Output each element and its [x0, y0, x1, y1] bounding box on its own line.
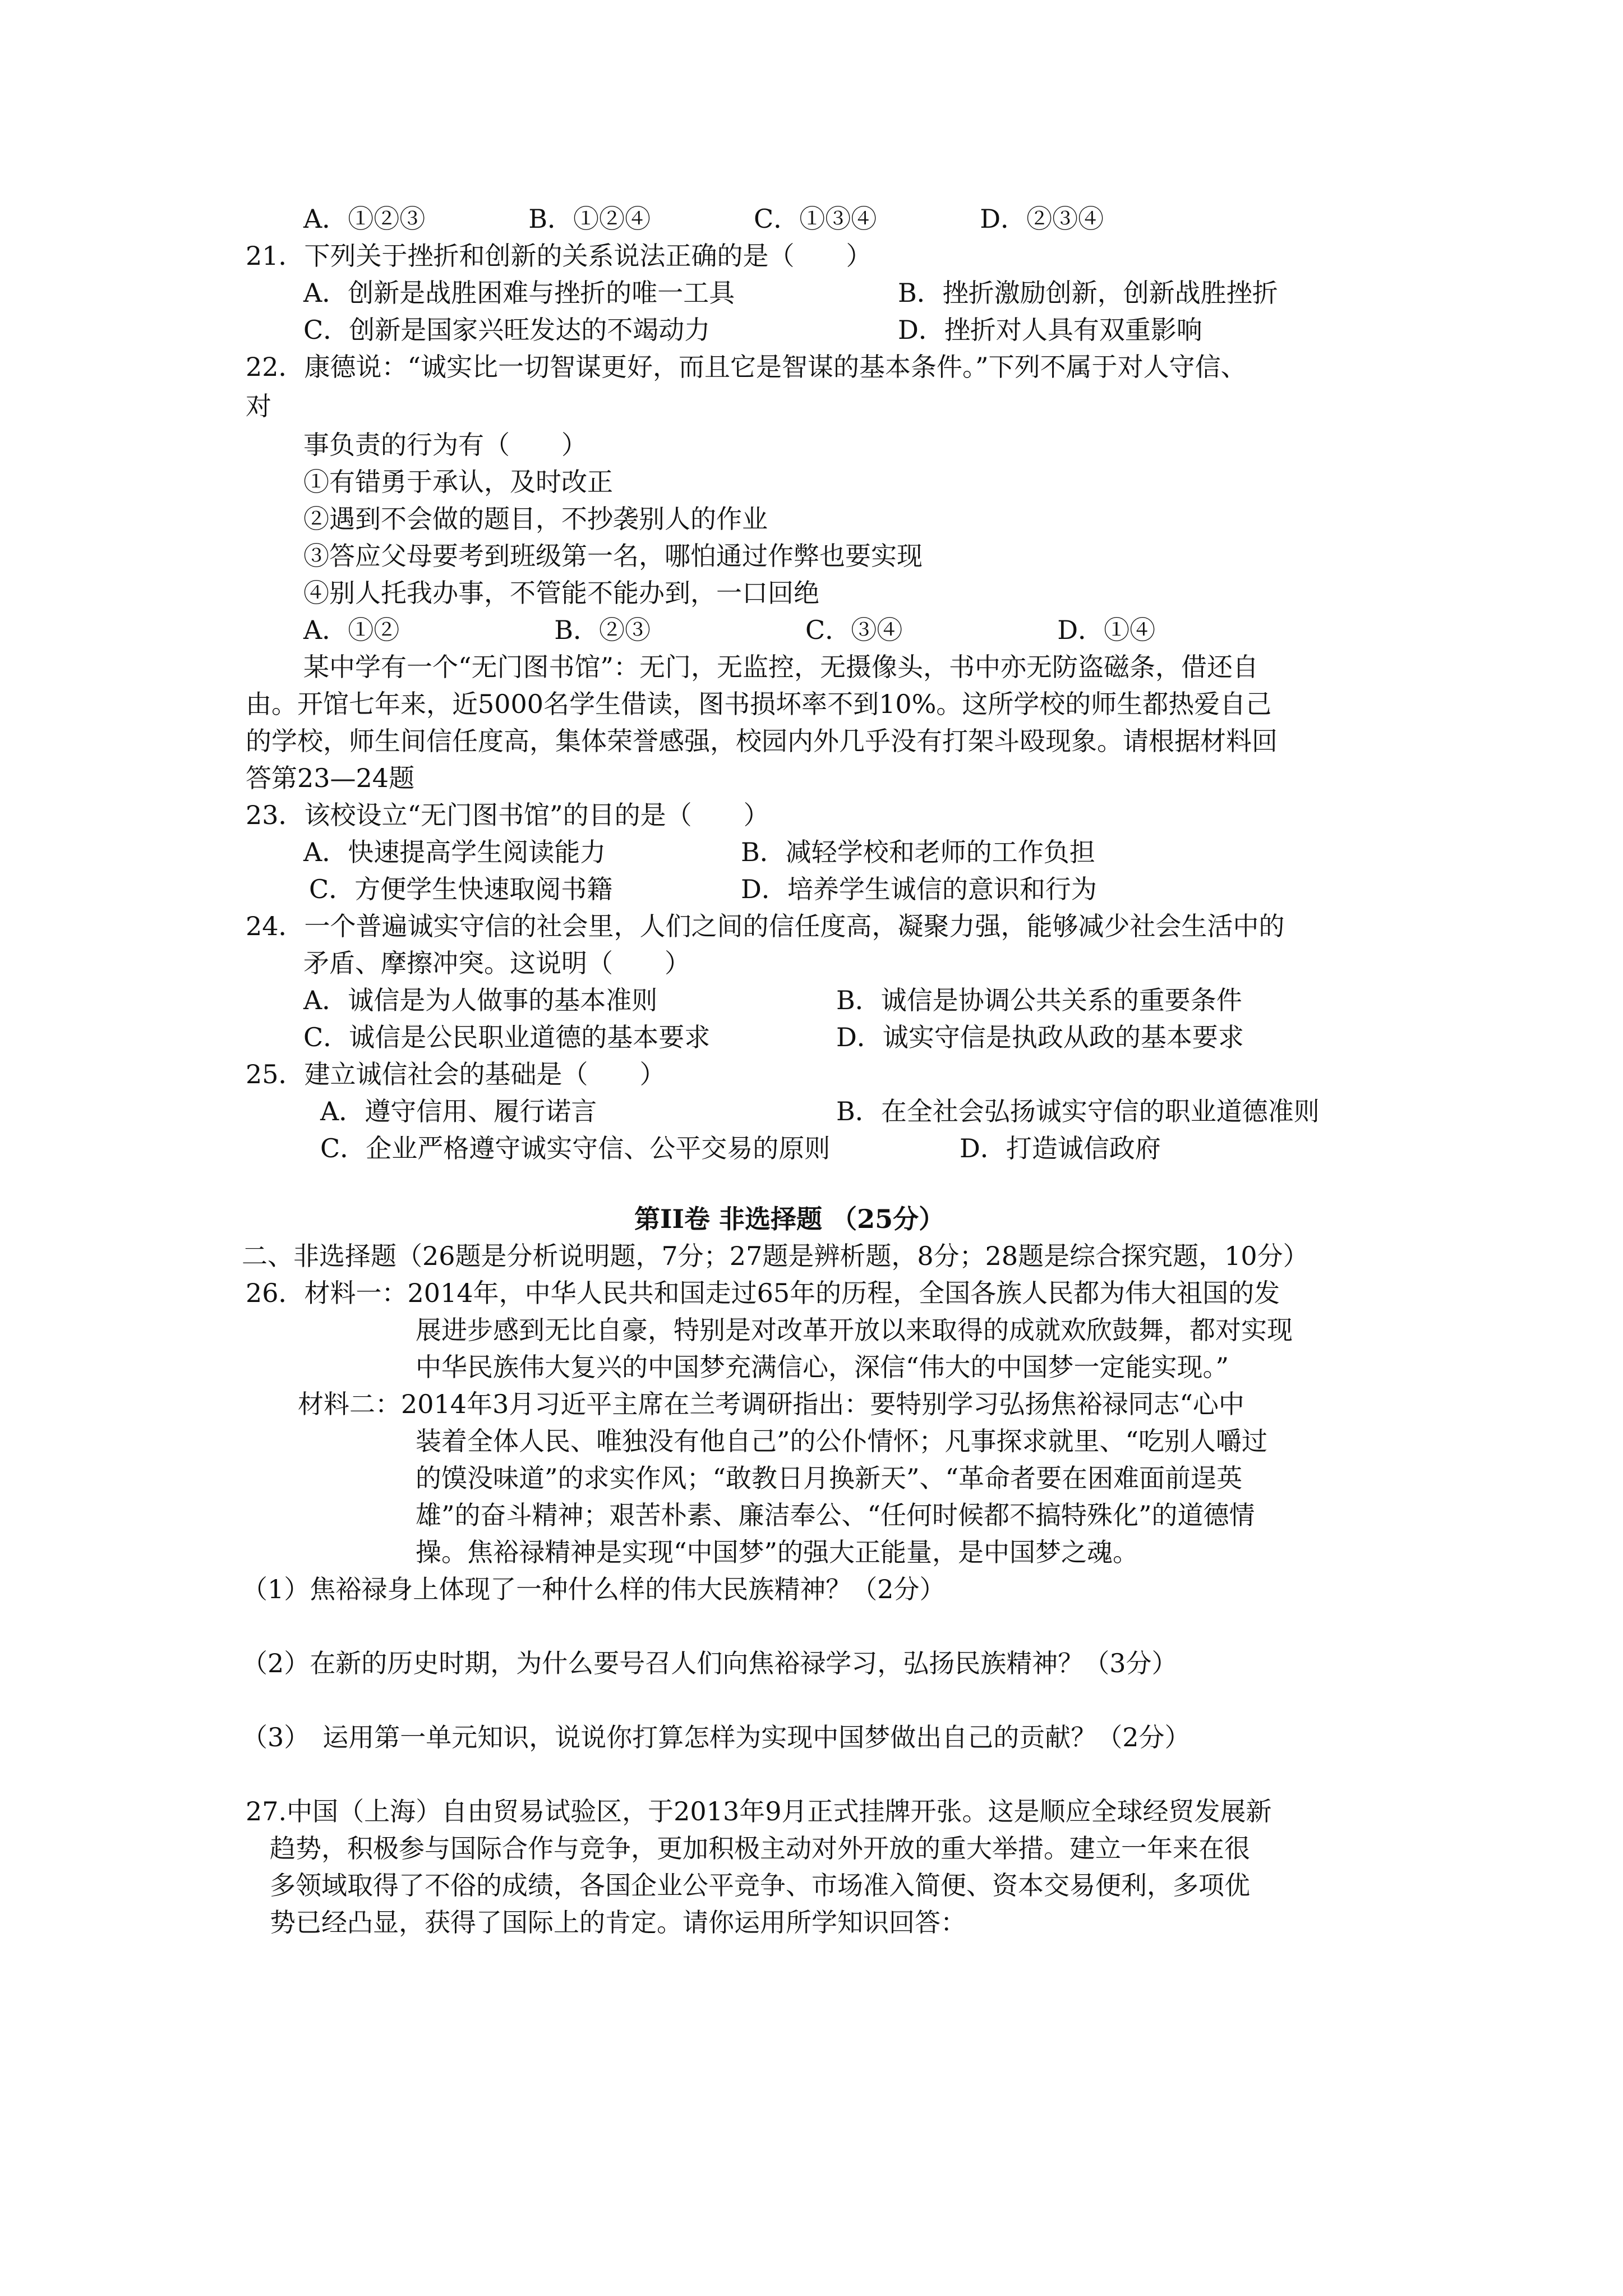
text-line: 势已经凸显，获得了国际上的肯定。请你运用所学知识回答：	[270, 1907, 966, 1938]
text-line: 24．一个普遍诚实守信的社会里，人们之间的信任度高，凝聚力强，能够减少社会生活中的	[246, 911, 1285, 941]
text-line: 的馍没味道”的求实作风；“敢教日月换新天”、“革命者要在困难面前逞英	[416, 1463, 1243, 1493]
text-line: B．在全社会弘扬诚实守信的职业道德准则	[836, 1096, 1320, 1126]
text-line: 装着全体人民、唯独没有他自己”的公仆情怀；凡事探求就里、“吃别人嚼过	[416, 1426, 1268, 1456]
text-line: 展进步感到无比自豪，特别是对改革开放以来取得的成就欢欣鼓舞，都对实现	[416, 1315, 1293, 1345]
text-line: B．减轻学校和老师的工作负担	[741, 837, 1095, 867]
text-line: C．创新是国家兴旺发达的不竭动力	[303, 315, 711, 345]
text-line: 操。焦裕禄精神是实现“中国梦”的强大正能量，是中国梦之魂。	[416, 1537, 1139, 1567]
text-line: （2）在新的历史时期，为什么要号召人们向焦裕禄学习，弘扬民族精神？（3分）	[242, 1648, 1178, 1678]
text-line: D．培养学生诚信的意识和行为	[741, 874, 1097, 904]
text-line: C．诚信是公民职业道德的基本要求	[303, 1022, 711, 1052]
section-heading: 第II卷 非选择题 （25分）	[634, 1204, 945, 1234]
text-line: 事负责的行为有（ ）	[303, 430, 587, 460]
text-line: 矛盾、摩擦冲突。这说明（ ）	[303, 948, 690, 978]
text-line: 26．材料一：2014年，中华人民共和国走过65年的历程，全国各族人民都为伟大祖国的发	[246, 1278, 1280, 1308]
text-line: 二、非选择题（26题是分析说明题，7分；27题是辨析题，8分；28题是综合探究题，10分）	[242, 1241, 1309, 1271]
text-line: B．诚信是协调公共关系的重要条件	[836, 985, 1242, 1015]
text-line: C．方便学生快速取阅书籍	[309, 874, 613, 904]
text-line: （3） 运用第一单元知识，说说你打算怎样为实现中国梦做出自己的贡献？（2分）	[242, 1722, 1191, 1752]
text-line: A．快速提高学生阅读能力	[303, 837, 606, 867]
text-line: ①有错勇于承认，及时改正	[303, 467, 613, 497]
text-line: 25．建立诚信社会的基础是（ ）	[246, 1059, 666, 1089]
text-line: 的学校，师生间信任度高，集体荣誉感强，校园内外几乎没有打架斗殴现象。请根据材料回	[246, 726, 1278, 756]
text-line: 22．康德说：“诚实比一切智谋更好，而且它是智谋的基本条件。”下列不属于对人守信、	[246, 352, 1247, 382]
text-line: 由。开馆七年来，近5000名学生借读，图书损坏率不到10%。这所学校的师生都热爱自己	[246, 689, 1272, 719]
text-line: ④别人托我办事，不管能不能办到，一口回绝	[303, 578, 819, 608]
text-line: 趋势，积极参与国际合作与竞争，更加积极主动对外开放的重大举措。建立一年来在很	[270, 1833, 1250, 1864]
text-line: 材料二：2014年3月习近平主席在兰考调研指出：要特别学习弘扬焦裕禄同志“心中	[298, 1389, 1244, 1419]
text-line: D．打造诚信政府	[960, 1133, 1161, 1163]
text-line: A．创新是战胜困难与挫折的唯一工具	[303, 278, 735, 308]
text-line: D．挫折对人具有双重影响	[898, 315, 1202, 345]
text-line: ③答应父母要考到班级第一名，哪怕通过作弊也要实现	[303, 541, 923, 571]
text-line: B．挫折激励创新，创新战胜挫折	[898, 278, 1278, 308]
text-line: D．诚实守信是执政从政的基本要求	[836, 1022, 1244, 1052]
text-line: A．遵守信用、履行诺言	[320, 1096, 597, 1126]
text-line: ②遇到不会做的题目，不抄袭别人的作业	[303, 504, 768, 534]
text-line: 某中学有一个“无门图书馆”：无门，无监控，无摄像头，书中亦无防盗磁条，借还自	[303, 652, 1259, 682]
text-line: A．①②③ B．①②④ C．①③④ D．②③④	[303, 204, 1104, 234]
text-line: 23．该校设立“无门图书馆”的目的是（ ）	[246, 800, 769, 830]
text-line: 答第23—24题	[246, 763, 415, 793]
text-line: 27.中国（上海）自由贸易试验区，于2013年9月正式挂牌开张。这是顺应全球经贸发展新	[246, 1796, 1272, 1826]
text-line: A．①② B．②③ C．③④ D．①④	[303, 615, 1156, 645]
text-line: 对	[246, 391, 271, 421]
text-line: 多领域取得了不俗的成绩，各国企业公平竞争、市场准入简便、资本交易便利，多项优	[270, 1870, 1250, 1901]
text-line: C．企业严格遵守诚实守信、公平交易的原则	[320, 1133, 831, 1163]
text-line: 中华民族伟大复兴的中国梦充满信心，深信“伟大的中国梦一定能实现。”	[416, 1352, 1229, 1382]
text-line: A．诚信是为人做事的基本准则	[303, 985, 658, 1015]
text-line: （1）焦裕禄身上体现了一种什么样的伟大民族精神？（2分）	[242, 1574, 946, 1604]
text-line: 雄”的奋斗精神；艰苦朴素、廉洁奉公、“任何时候都不搞特殊化”的道德情	[416, 1500, 1255, 1530]
text-line: 21．下列关于挫折和创新的关系说法正确的是（ ）	[246, 241, 872, 271]
